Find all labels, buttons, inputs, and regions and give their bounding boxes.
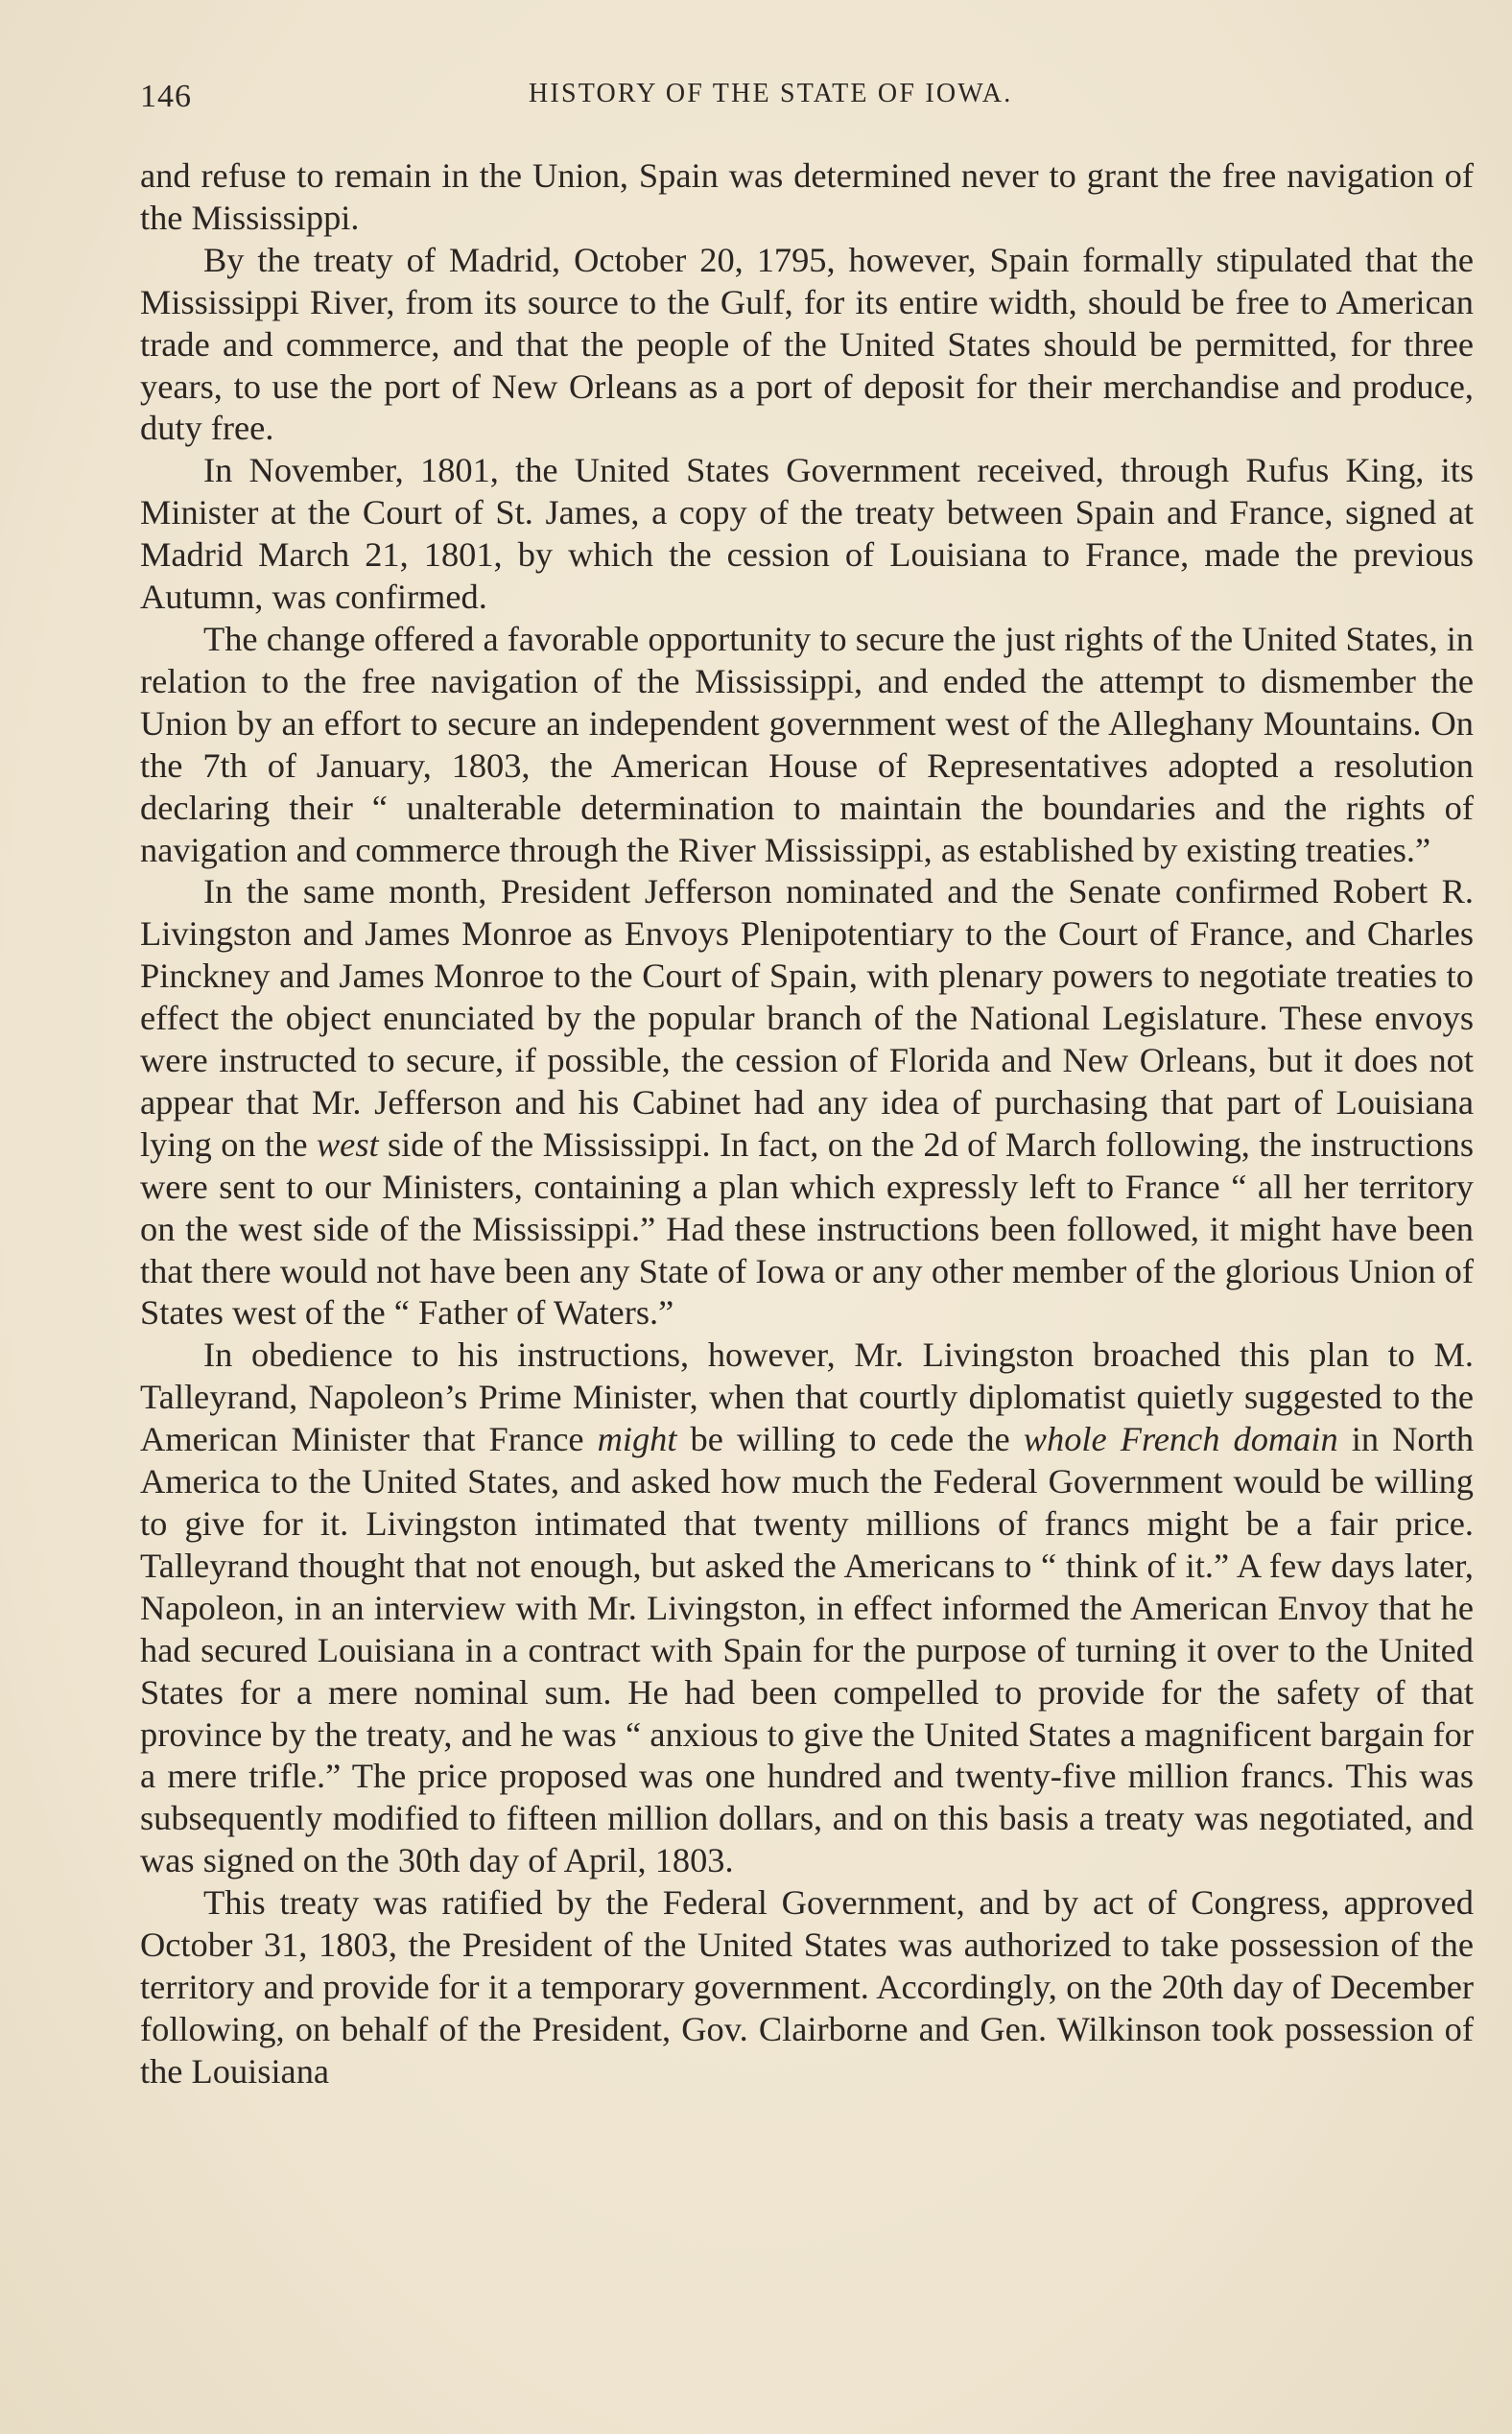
running-head: HISTORY OF THE STATE OF IOWA.	[529, 79, 1013, 108]
text-run: and refuse to remain in the Union, Spain was determined never to grant the free navigation of the Mississippi.	[140, 156, 1474, 237]
text-run: By the treaty of Madrid, October 20, 1795, however, Spain formally stipulated that the Mississippi River, from its source to the Gulf, for its entire width, should be free to American trade and commerce, and that the people of the United States should be permitted, for three years, to use the port of New Orleans as a port of deposit for their merchandise and produce, duty free.	[140, 240, 1474, 448]
body-text	[140, 155, 1474, 2093]
page-header	[140, 79, 1474, 127]
italic-text-run: west	[316, 1124, 379, 1164]
paragraph	[140, 1882, 1474, 2093]
paragraph	[140, 240, 1474, 451]
italic-text-run: whole French domain	[1023, 1420, 1338, 1459]
paragraph	[140, 450, 1474, 619]
paragraph	[140, 619, 1474, 871]
text-run: in North America to the United States, and asked how much the Federal Government would be willing to give for it. Livingston intimated that twenty millions of francs might be a fair price. Talleyrand thought that not enough, but asked the Americans to “ think of it.” A few days later, Napoleon, in an interview with Mr. Livingston, in effect informed the American Envoy that he had secured Louisiana in a contract with Spain for the purpose of turning it over to the United States for a mere nominal sum. He had been compelled to provide for the safety of that province by the treaty, and he was “ anxious to give the United States a magnificent bargain for a mere trifle.” The price proposed was one hundred and twenty-five million francs. This was subsequently modified to fifteen million dollars, and on this basis a treaty was negotiated, and was signed on the 30th day of April, 1803.	[140, 1420, 1475, 1880]
text-run: be willing to cede the	[676, 1420, 1024, 1459]
paragraph	[140, 1335, 1474, 1882]
text-run: side of the Mississippi. In fact, on the 2d of March following, the instructions were sent to our Ministers, containing a plan which expressly left to France “ all her territory on the west side of the Mississippi.” Had these instructions been followed, it might have been that there would not have been any State of Iowa or any other member of the glorious Union of States west of the “ Father of Waters.”	[140, 1124, 1474, 1333]
paragraph	[140, 871, 1474, 1335]
text-run: The change offered a favorable opportunity to secure the just rights of the United States, in relation to the free navigation of the Mississippi, and ended the attempt to dismember the Union by an effort to secure an independent government west of the Alleghany Mountains. On the 7th of January, 1803, the American House of Representatives adopted a resolution declaring their “ unalterable determination to maintain the boundaries and the rights of navigation and commerce through the River Mississippi, as established by existing treaties.”	[140, 619, 1474, 869]
text-run: In the same month, President Jefferson nominated and the Senate confirmed Robert R. Livingston and James Monroe as Envoys Plenipotentiary to the Court of France, and Charles Pinckney and James Monroe to the Court of Spain, with plenary powers to negotiate treaties to effect the object enunciated by the popular branch of the National Legislature. These envoys were instructed to secure, if possible, the cession of Florida and New Orleans, but it does not appear that Mr. Jefferson and his Cabinet had any idea of purchasing that part of Louisiana lying on the	[140, 872, 1474, 1164]
text-run: In November, 1801, the United States Government received, through Rufus King, its Minister at the Court of St. James, a copy of the treaty between Spain and France, signed at Madrid March 21, 1801, by which the cession of Louisiana to France, made the previous Autumn, was confirmed.	[140, 451, 1474, 617]
italic-text-run: might	[597, 1420, 677, 1459]
paragraph	[140, 155, 1474, 240]
text-run: This treaty was ratified by the Federal Government, and by act of Congress, approved October 31, 1803, the President of the United States was authorized to take possession of the territory and provide for it a temporary government. Accordingly, on the 20th day of December following, on behalf of the President, Gov. Clairborne and Gen. Wilkinson took possession of the Louisiana	[140, 1883, 1474, 2091]
page-number: 146	[140, 79, 192, 114]
text-run: In obedience to his instructions, however, Mr. Livingston broached this plan to M. Talleyrand, Napoleon’s Prime Minister, when that courtly diplomatist quietly suggested to the American Minister that France	[140, 1335, 1474, 1459]
